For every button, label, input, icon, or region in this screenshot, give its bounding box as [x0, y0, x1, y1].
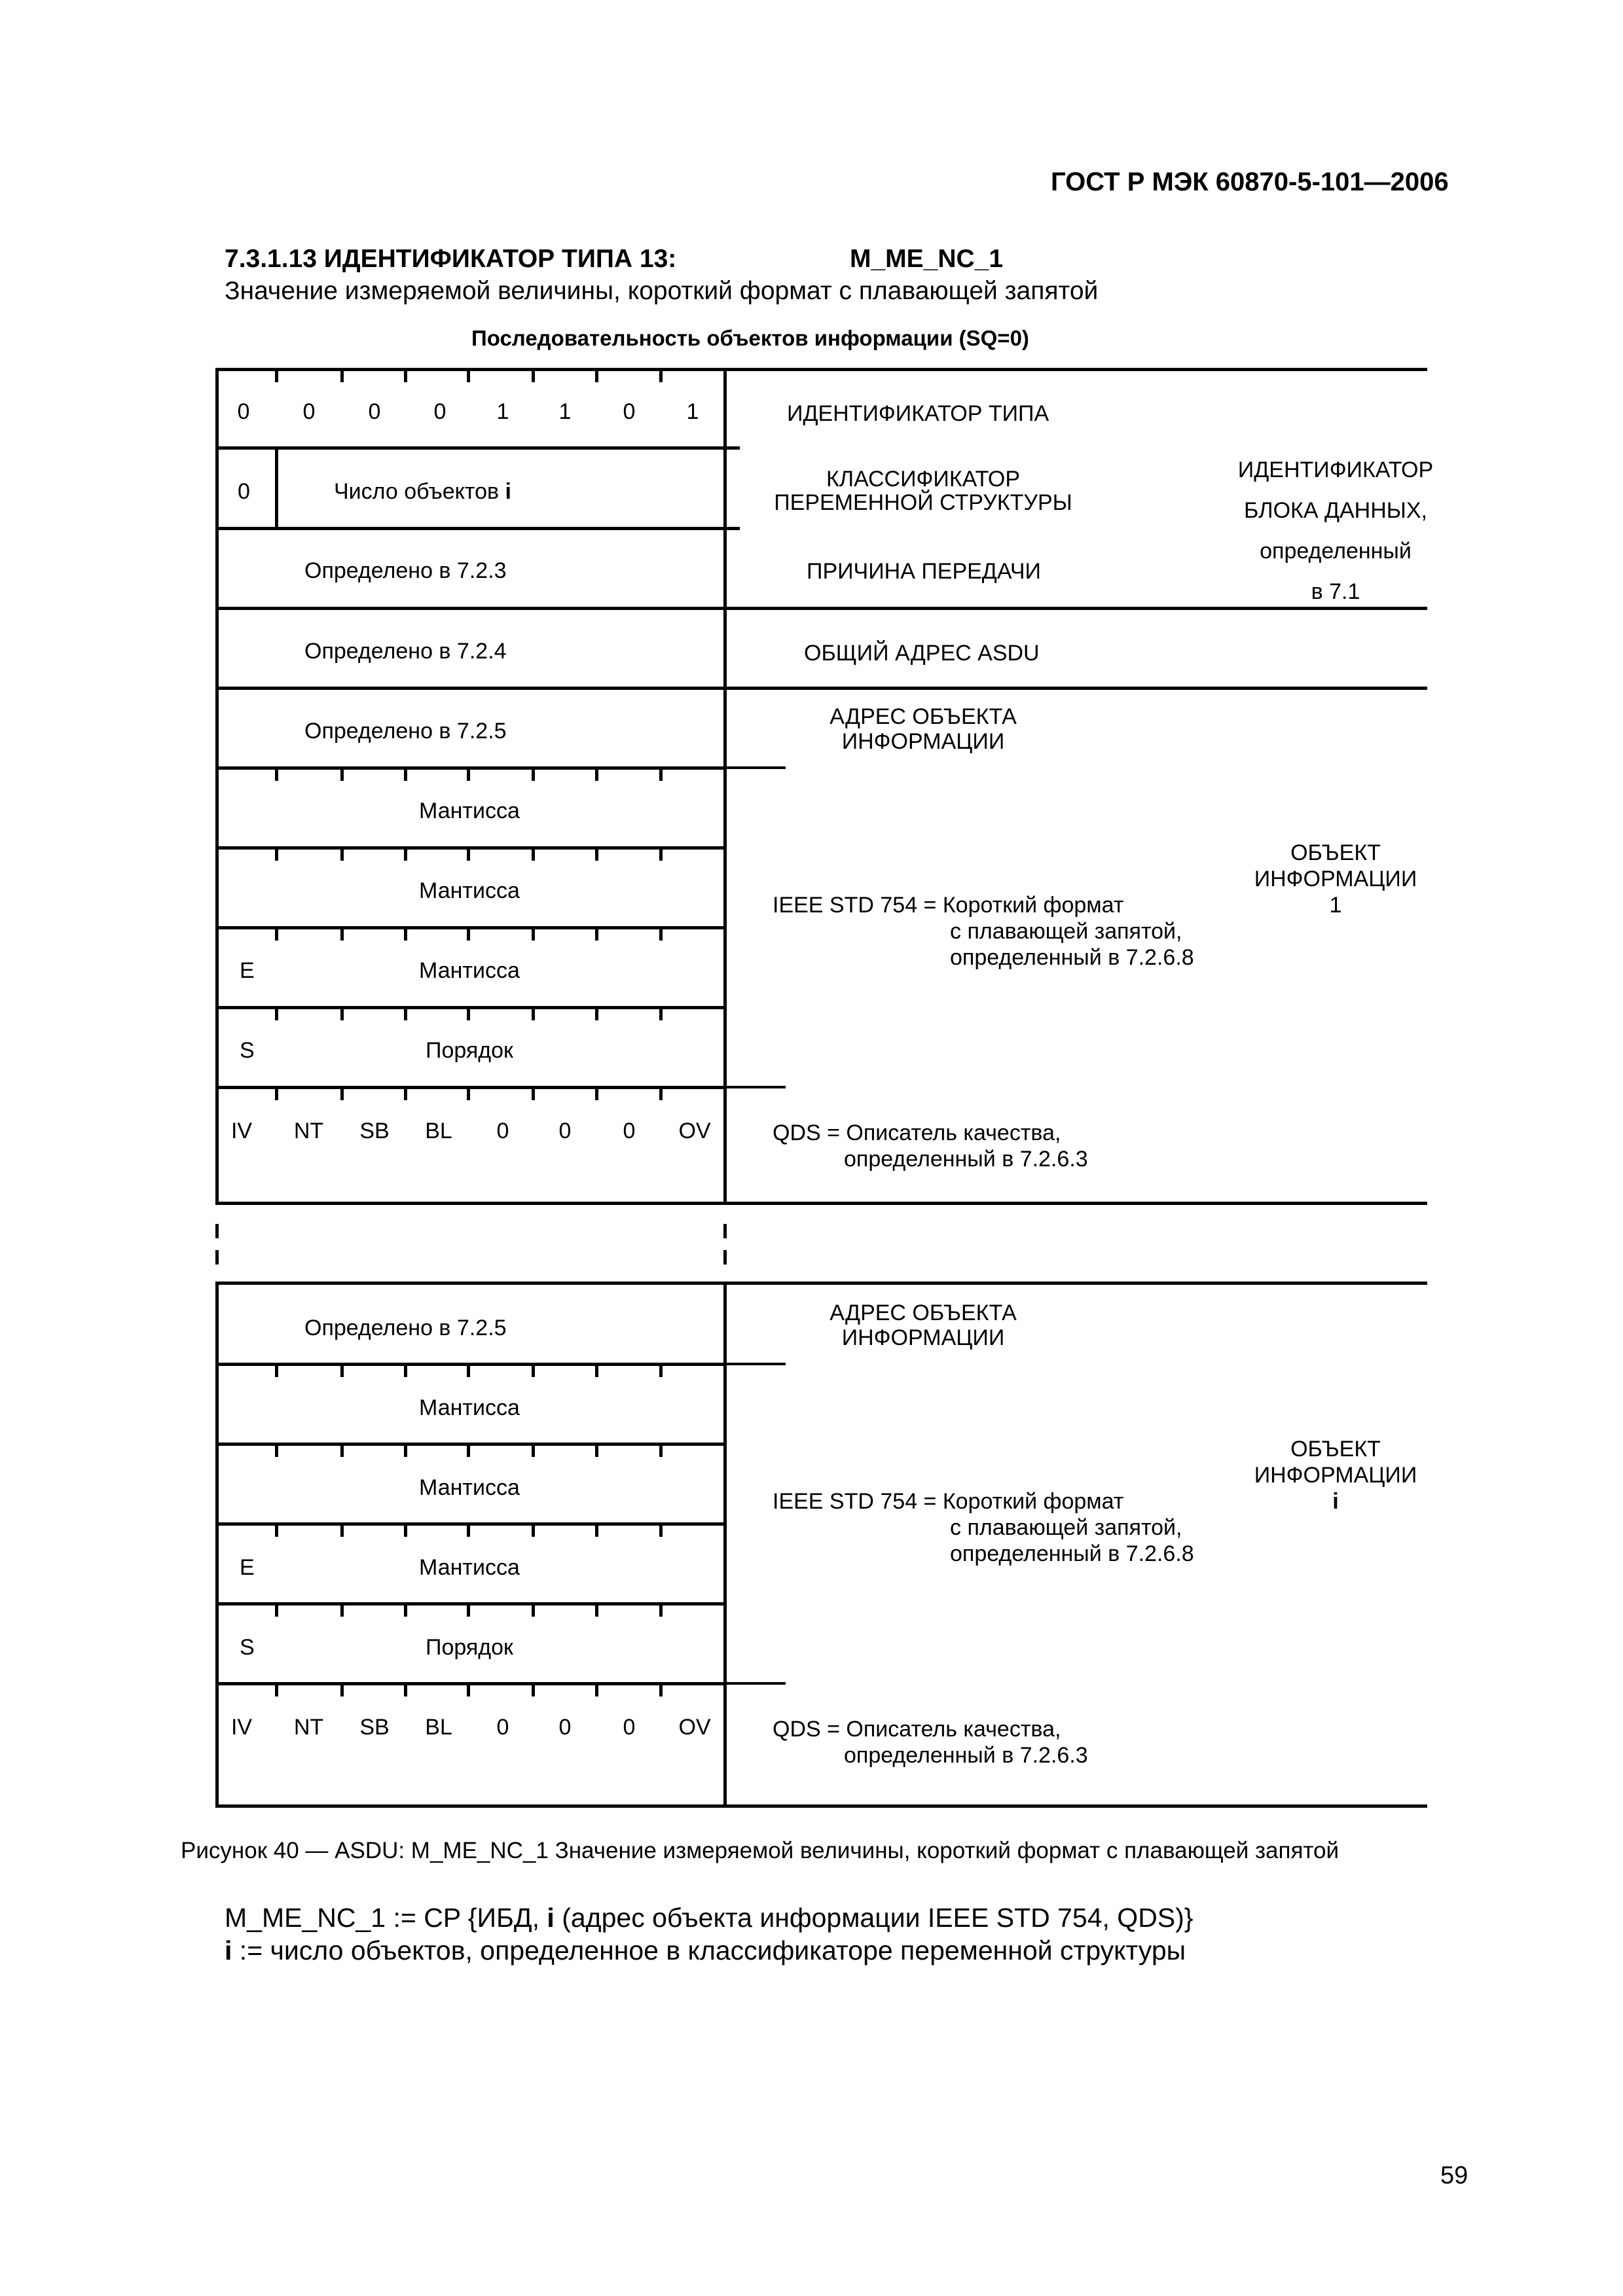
- s-bit-1: S: [240, 1038, 255, 1063]
- label-ieee-i-line3: определенный в 7.2.6.8: [950, 1541, 1194, 1566]
- ioa-rule-1: [723, 766, 786, 769]
- exponent-field-i: Порядок: [426, 1635, 513, 1660]
- bit-tick-3-6: [659, 929, 663, 941]
- bit-tick-0-0: [275, 370, 278, 382]
- label-obj1-num: 1: [1329, 893, 1342, 918]
- bit-tick-9-6: [659, 1605, 663, 1617]
- bit-tick-1-0: [275, 769, 278, 781]
- mantissa-field-ic: Мантисса: [419, 1555, 520, 1580]
- bit-tick-4-1: [340, 1009, 344, 1020]
- bit-tick-0-6: [659, 370, 663, 382]
- label-vsq-2: ПЕРЕМЕННОЙ СТРУКТУРЫ: [774, 490, 1072, 515]
- label-ioa-1-line1: АДРЕС ОБЪЕКТА: [830, 704, 1017, 729]
- frame-rule-mid-0: [215, 446, 740, 450]
- bit-tick-6-5: [595, 1365, 598, 1377]
- label-ieee-i-line1: IEEE STD 754 = Короткий формат: [773, 1489, 1124, 1514]
- bit-tick-0-4: [532, 370, 535, 382]
- s-bit-i: S: [240, 1635, 255, 1660]
- label-vsq-1: КЛАССИФИКАТОР: [826, 467, 1021, 492]
- bit-tick-2-1: [340, 849, 344, 861]
- bit-tick-9-3: [467, 1605, 470, 1617]
- bit-tick-6-6: [659, 1365, 663, 1377]
- gap-dash-mid-1: [723, 1250, 727, 1265]
- label-obj1-line2: ИНФОРМАЦИИ: [1254, 867, 1417, 891]
- bit-tick-3-2: [404, 929, 407, 941]
- bit-tick-4-4: [532, 1009, 535, 1020]
- qds-bit-bl-i: BL: [425, 1715, 452, 1740]
- label-obji-line1: ОБЪЕКТ: [1290, 1437, 1381, 1462]
- left-edge-top: [215, 368, 219, 1202]
- bit-tick-0-5: [595, 370, 598, 382]
- ioa-rule-i: [723, 1363, 786, 1365]
- bit-tick-8-6: [659, 1525, 663, 1537]
- bit-tick-7-6: [659, 1445, 663, 1457]
- bit-tick-5-0: [275, 1088, 278, 1100]
- qds-bit-5-1: 0: [496, 1119, 509, 1143]
- value-row-rule-1-2: [215, 926, 727, 929]
- section-code: M_ME_NC_1: [850, 245, 1004, 273]
- frame-rule-full-1: [215, 687, 1427, 690]
- label-obji-var: i: [1332, 1489, 1339, 1514]
- qds-rule-1: [723, 1086, 786, 1088]
- bit-tick-10-1: [340, 1685, 344, 1696]
- type-bit-4: 0: [433, 399, 447, 424]
- label-ioa-1-line2: ИНФОРМАЦИИ: [841, 729, 1005, 754]
- bit-tick-8-1: [340, 1525, 344, 1537]
- qds-bit-sb-i: SB: [359, 1715, 390, 1740]
- bit-tick-4-0: [275, 1009, 278, 1020]
- label-obj1-line1: ОБЪЕКТ: [1290, 840, 1381, 865]
- bit-tick-3-1: [340, 929, 344, 941]
- type-bit-1: 0: [237, 399, 250, 424]
- bit-tick-5-2: [404, 1088, 407, 1100]
- bit-tick-2-2: [404, 849, 407, 861]
- bit-tick-1-4: [532, 769, 535, 781]
- label-ieee-1-line2: с плавающей запятой,: [950, 919, 1182, 944]
- field-divider-bottom: [723, 1282, 727, 1808]
- qds-bit-bl-1: BL: [425, 1119, 452, 1143]
- bit-tick-9-5: [595, 1605, 598, 1617]
- bit-tick-0-3: [467, 370, 470, 382]
- bit-tick-7-0: [275, 1445, 278, 1457]
- mantissa-field-1c: Мантисса: [419, 958, 520, 983]
- bit-tick-10-5: [595, 1685, 598, 1696]
- vsq-sq-divider: [275, 446, 278, 527]
- frame-rule-mid-1: [215, 527, 740, 530]
- bit-tick-8-4: [532, 1525, 535, 1537]
- value-row-rule-i-2: [215, 1522, 727, 1526]
- bit-tick-3-4: [532, 929, 535, 941]
- bit-tick-5-3: [467, 1088, 470, 1100]
- qds-rule-i: [723, 1682, 786, 1685]
- sequence-title: Последовательность объектов информации (SQ=0): [471, 326, 1029, 350]
- exponent-field-1: Порядок: [426, 1038, 513, 1063]
- qds-bit-7-i: 0: [623, 1715, 636, 1740]
- qds-bit-ov-i: OV: [678, 1715, 711, 1740]
- label-dui-2: БЛОКА ДАННЫХ,: [1243, 498, 1428, 523]
- ioa-field-i: Определено в 7.2.5: [304, 1316, 507, 1340]
- bit-tick-4-2: [404, 1009, 407, 1020]
- bit-tick-8-2: [404, 1525, 407, 1537]
- type-bit-7: 0: [623, 399, 636, 424]
- bit-tick-7-3: [467, 1445, 470, 1457]
- section-subtitle: Значение измеряемой величины, короткий формат с плавающей запятой: [225, 277, 1099, 305]
- bit-tick-1-3: [467, 769, 470, 781]
- value-row-rule-i-0: [215, 1363, 727, 1366]
- left-edge-bottom: [215, 1282, 219, 1804]
- label-ieee-1-line1: IEEE STD 754 = Короткий формат: [773, 893, 1124, 918]
- value-row-rule-1-1: [215, 846, 727, 850]
- vsq-sq-bit: 0: [238, 479, 250, 504]
- label-obji-line2: ИНФОРМАЦИИ: [1254, 1463, 1417, 1488]
- bit-tick-5-5: [595, 1088, 598, 1100]
- type-bit-8: 1: [686, 399, 699, 424]
- value-row-rule-i-1: [215, 1443, 727, 1446]
- bit-tick-1-6: [659, 769, 663, 781]
- bit-tick-5-6: [659, 1088, 663, 1100]
- label-dui-1: ИДЕНТИФИКАТОР: [1237, 457, 1434, 482]
- qds-bit-iv-i: IV: [230, 1715, 253, 1740]
- bit-tick-7-2: [404, 1445, 407, 1457]
- bit-tick-6-3: [467, 1365, 470, 1377]
- bit-tick-3-3: [467, 929, 470, 941]
- label-qds-1-line1: QDS = Описатель качества,: [773, 1121, 1061, 1145]
- value-row-rule-i-4: [215, 1682, 727, 1685]
- page-number: 59: [1440, 2162, 1468, 2189]
- qds-bit-nt-i: NT: [293, 1715, 324, 1740]
- formula-line-1: M_ME_NC_1 := CP {ИБД, i (адрес объекта информации IEEE STD 754, QDS)}: [225, 1903, 1194, 1933]
- bit-tick-7-1: [340, 1445, 344, 1457]
- qds-bit-6-1: 0: [558, 1119, 572, 1143]
- mantissa-field-1b: Мантисса: [419, 878, 520, 903]
- gap-dash-left-1: [215, 1250, 219, 1265]
- mantissa-field-ia: Мантисса: [419, 1395, 520, 1420]
- value-row-rule-1-4: [215, 1086, 727, 1089]
- qds-bit-nt-1: NT: [293, 1119, 324, 1143]
- type-bit-5: 1: [496, 399, 509, 424]
- qds-bit-7-1: 0: [623, 1119, 636, 1143]
- bit-tick-7-5: [595, 1445, 598, 1457]
- mantissa-field-ib: Мантисса: [419, 1475, 520, 1500]
- bit-tick-6-2: [404, 1365, 407, 1377]
- bit-tick-9-4: [532, 1605, 535, 1617]
- type-bit-3: 0: [368, 399, 381, 424]
- frame-rule-full-2: [215, 1202, 1427, 1205]
- object-count-label: Число объектов: [334, 479, 500, 504]
- bit-tick-2-4: [532, 849, 535, 861]
- bit-tick-6-1: [340, 1365, 344, 1377]
- bit-tick-2-3: [467, 849, 470, 861]
- type-bit-6: 1: [558, 399, 572, 424]
- label-common-address: ОБЩИЙ АДРЕС ASDU: [804, 641, 1040, 666]
- qds-bit-sb-1: SB: [359, 1119, 390, 1143]
- common-address-field: Определено в 7.2.4: [304, 639, 507, 664]
- gap-dash-left-0: [215, 1224, 219, 1238]
- bit-tick-10-4: [532, 1685, 535, 1696]
- ioa-field-1: Определено в 7.2.5: [304, 719, 507, 744]
- bit-tick-9-0: [275, 1605, 278, 1617]
- bit-tick-1-1: [340, 769, 344, 781]
- frame-rule-mid-right: [723, 607, 1427, 610]
- frame-rule-full-3: [215, 1282, 1427, 1285]
- bit-tick-10-2: [404, 1685, 407, 1696]
- value-row-rule-1-3: [215, 1006, 727, 1009]
- label-ioa-i-line1: АДРЕС ОБЪЕКТА: [830, 1300, 1017, 1325]
- qds-bit-5-i: 0: [496, 1715, 509, 1740]
- bit-tick-10-0: [275, 1685, 278, 1696]
- bit-tick-0-1: [340, 370, 344, 382]
- bit-tick-6-4: [532, 1365, 535, 1377]
- bit-tick-8-5: [595, 1525, 598, 1537]
- bit-tick-8-3: [467, 1525, 470, 1537]
- label-qds-1-line2: определенный в 7.2.6.3: [844, 1147, 1088, 1172]
- e-bit-1: E: [240, 958, 255, 983]
- standard-header: ГОСТ Р МЭК 60870-5-101—2006: [1051, 168, 1449, 196]
- label-type-id: ИДЕНТИФИКАТОР ТИПА: [787, 401, 1049, 426]
- e-bit-i: E: [240, 1555, 255, 1580]
- frame-rule-full-0: [215, 368, 1427, 371]
- type-bit-2: 0: [302, 399, 316, 424]
- bit-tick-4-3: [467, 1009, 470, 1020]
- bit-tick-6-0: [275, 1365, 278, 1377]
- object-count-var: i: [505, 479, 511, 504]
- bit-tick-8-0: [275, 1525, 278, 1537]
- bit-tick-4-6: [659, 1009, 663, 1020]
- frame-rule-mid-2: [215, 607, 740, 610]
- formula-line-2: i := число объектов, определенное в классификаторе переменной структуры: [225, 1935, 1186, 1965]
- bit-tick-4-5: [595, 1009, 598, 1020]
- bit-tick-9-2: [404, 1605, 407, 1617]
- bit-tick-10-6: [659, 1685, 663, 1696]
- bit-tick-9-1: [340, 1605, 344, 1617]
- mantissa-field-1a: Мантисса: [419, 798, 520, 823]
- bit-tick-3-5: [595, 929, 598, 941]
- object-count-field: [334, 479, 511, 505]
- bit-tick-10-3: [467, 1685, 470, 1696]
- label-qds-i-line2: определенный в 7.2.6.3: [844, 1743, 1088, 1768]
- bit-tick-7-4: [532, 1445, 535, 1457]
- label-dui-4: в 7.1: [1311, 579, 1360, 604]
- frame-rule-full-4: [215, 1804, 1427, 1808]
- qds-bit-ov-1: OV: [678, 1119, 711, 1143]
- figure-caption: Рисунок 40 — ASDU: M_ME_NC_1 Значение измеряемой величины, короткий формат с плавающей запятой: [181, 1838, 1340, 1863]
- bit-tick-2-6: [659, 849, 663, 861]
- label-dui-3: определенный: [1260, 539, 1412, 564]
- gap-dash-mid-0: [723, 1224, 727, 1238]
- qds-bit-6-i: 0: [558, 1715, 572, 1740]
- bit-tick-1-2: [404, 769, 407, 781]
- label-ieee-i-line2: с плавающей запятой,: [950, 1515, 1182, 1540]
- bit-tick-5-4: [532, 1088, 535, 1100]
- label-ioa-i-line2: ИНФОРМАЦИИ: [841, 1325, 1005, 1350]
- value-row-rule-i-3: [215, 1602, 727, 1605]
- bit-tick-5-1: [340, 1088, 344, 1100]
- cot-field: Определено в 7.2.3: [304, 558, 507, 583]
- label-cot: ПРИЧИНА ПЕРЕДАЧИ: [807, 559, 1041, 584]
- bit-tick-2-5: [595, 849, 598, 861]
- label-ieee-1-line3: определенный в 7.2.6.8: [950, 945, 1194, 970]
- value-row-rule-1-0: [215, 766, 727, 770]
- field-divider-top: [723, 368, 727, 1205]
- bit-tick-1-5: [595, 769, 598, 781]
- bit-tick-2-0: [275, 849, 278, 861]
- section-title: 7.3.1.13 ИДЕНТИФИКАТОР ТИПА 13:: [225, 245, 677, 273]
- bit-tick-0-2: [404, 370, 407, 382]
- bit-tick-3-0: [275, 929, 278, 941]
- label-qds-i-line1: QDS = Описатель качества,: [773, 1717, 1061, 1742]
- qds-bit-iv-1: IV: [230, 1119, 253, 1143]
